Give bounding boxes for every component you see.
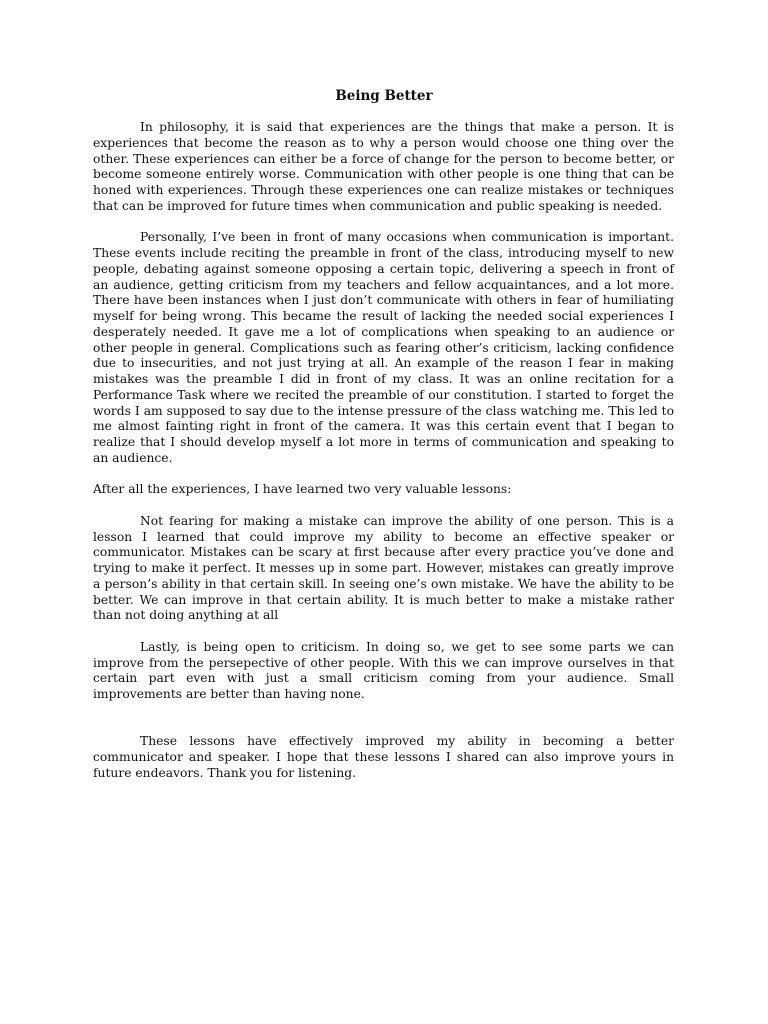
paragraph-spacer	[93, 498, 674, 514]
document-body	[93, 120, 674, 782]
paragraph-intro: In philosophy, it is said that experiences are the things that make a person. It is experiences that become the reason as to why a person would choose one thing over the other. These experiences can either be a force of change for the person to become better, or become someone entirely worse. Communication with other people is one thing that can be honed with experiences. Through these experiences one can realize mistakes or techniques that can be improved for future times when communication and public speaking is needed.	[93, 120, 674, 213]
paragraph-spacer	[93, 215, 674, 231]
paragraph-spacer	[93, 467, 674, 483]
document-title: Being Better	[335, 88, 433, 104]
paragraph-personal-experience: Personally, I’ve been in front of many occasions when communication is important. These events include reciting the preamble in front of the class, introducing myself to new people, debating against someone opposing a certain topic, delivering a speech in front of an audience, getting criticism from my teachers and fellow acquaintances, and a lot more. There have been instances when I just don’t communicate with others in fear of humiliating myself for being wrong. This became the result of lacking the needed social experiences I desperately needed. It gave me a lot of complications when speaking to an audience or other people in general. Complications such as fearing other’s criticism, lacking confidence due to insecurities, and not just trying at all. An example of the reason I fear in making mistakes was the preamble I did in front of my class. It was an online recitation for a Performance Task where we recited the preamble of our constitution. I started to forget the words I am supposed to say due to the intense pressure of the class watching me. This led to me almost fainting right in front of the camera. It was this certain event that I began to realize that I should develop myself a lot more in terms of communication and speaking to an audience.	[93, 230, 674, 465]
paragraph-lesson-criticism: Lastly, is being open to criticism. In doing so, we get to see some parts we can improve from the persepective of other people. With this we can improve ourselves in that certain part even with just a small criticism coming from your audience. Small improvements are better than having none.	[93, 639, 674, 701]
paragraph-spacer	[93, 703, 674, 735]
paragraph-lessons-intro: After all the experiences, I have learned two very valuable lessons:	[93, 482, 512, 497]
paragraph-spacer	[93, 624, 674, 640]
paragraph-conclusion: These lessons have effectively improved my ability in becoming a better communicator and speaker. I hope that these lessons I shared can also improve yours in future endeavors. Thank you for listening.	[93, 734, 674, 780]
paragraph-lesson-mistakes: Not fearing for making a mistake can improve the ability of one person. This is a lesson I learned that could improve my ability to become an effective speaker or communicator. Mistakes can be scary at first because after every practice you’ve done and trying to make it perfect. It messes up in some part. However, mistakes can greatly improve a person’s ability in that certain skill. In seeing one’s own mistake. We have the ability to be better. We can improve in that certain ability. It is much better to make a mistake rather than not doing anything at all	[93, 513, 674, 623]
